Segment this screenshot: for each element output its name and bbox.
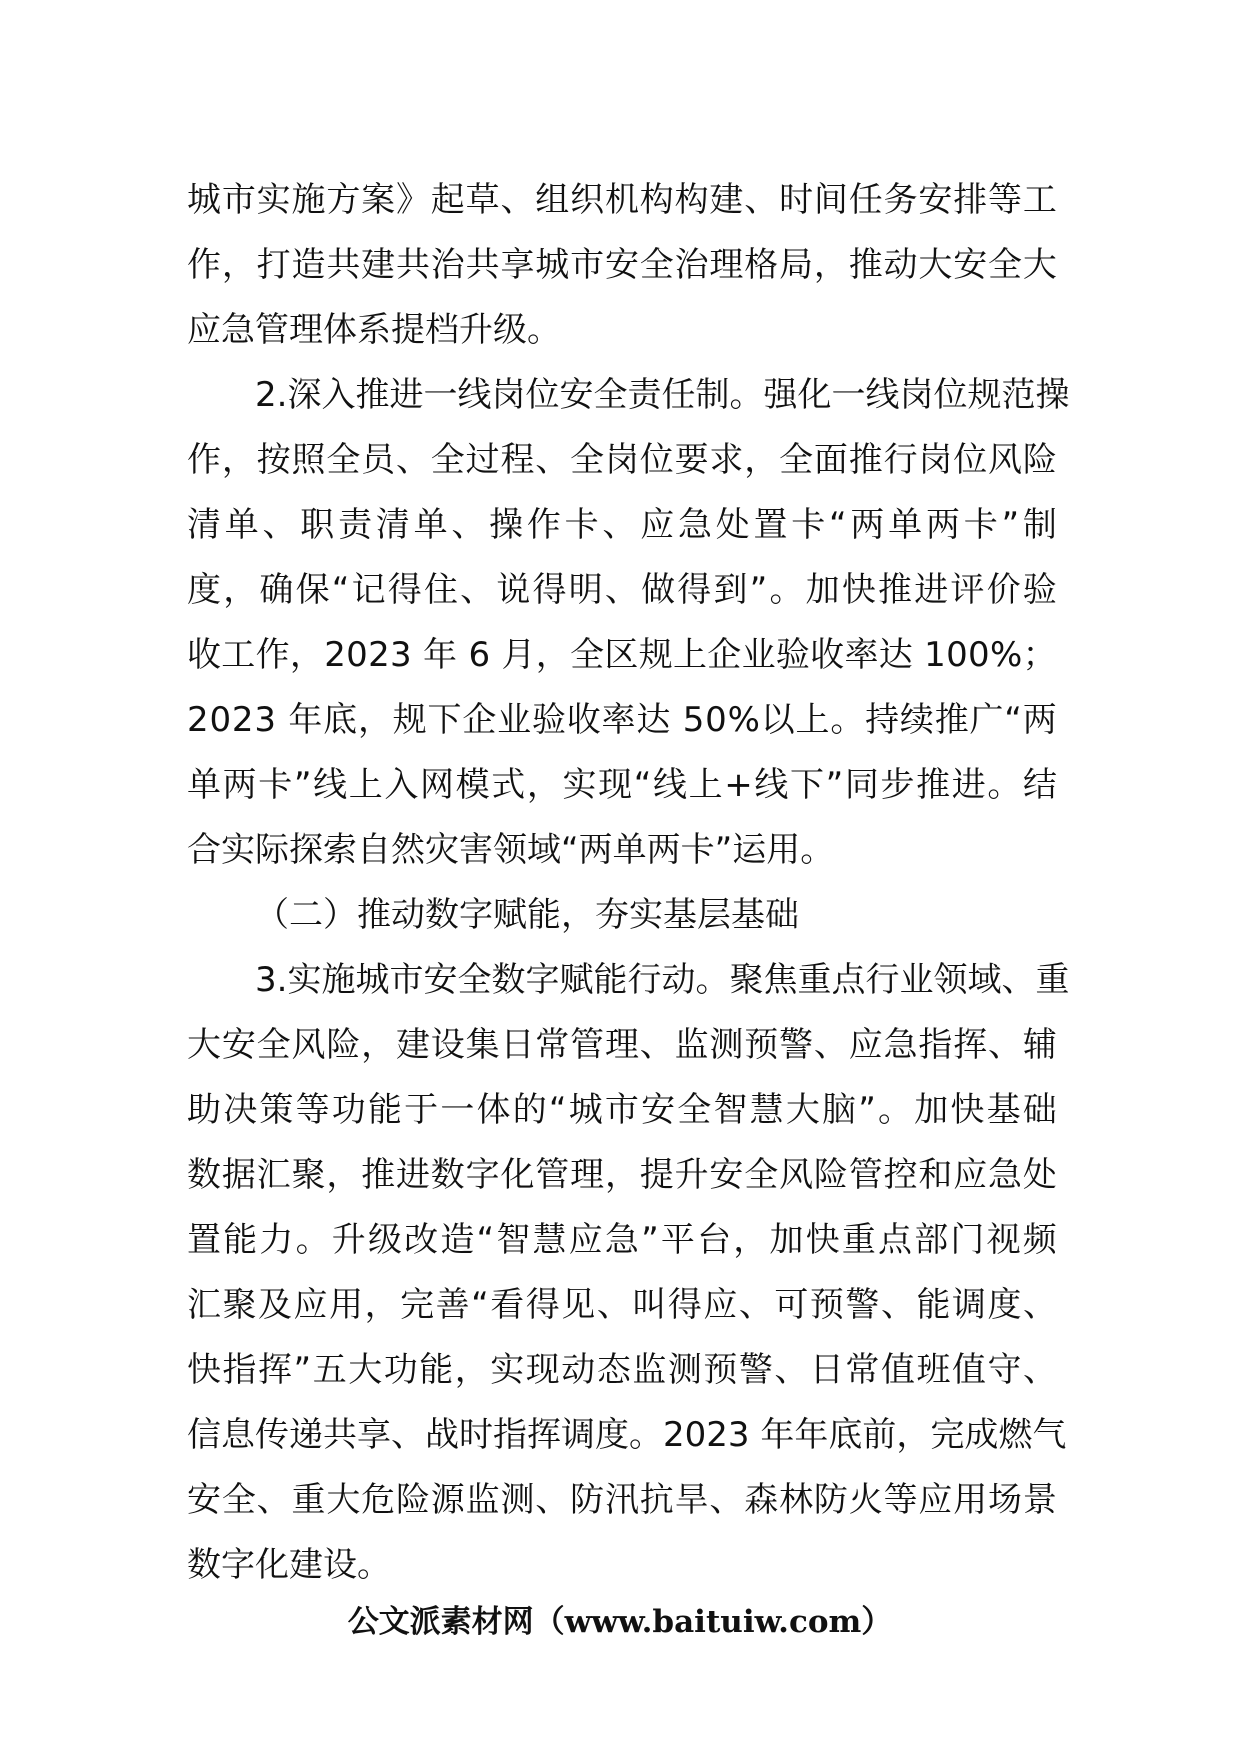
text-line: 信 息 传 递 共 享 、 战 时 指 挥 调 度 。 2 0 2 3 年 年 底 前 ， 完 成 燃 气 <box>187 1415 1067 1455</box>
paragraph-start-line: 3.实施城市安全数字赋能行动。聚焦重点行业领域、重 <box>255 960 1070 1000</box>
text-line: 数字化建设。 <box>187 1545 391 1585</box>
text-line: 单 两 卡 ” 线 上 入 网 模 式 ， 实 现 “ 线 上 + 线 下 ” 同 步 推 进 。 结 <box>187 765 1057 805</box>
text-line: 收 工 作 ， 2 0 2 3 年 6 月 ， 全 区 规 上 企 业 验 收 率 达 1 0 0 % ； <box>187 635 1057 675</box>
text-line: 2 0 2 3 年 底 ， 规 下 企 业 验 收 率 达 5 0 % 以 上 。 持 续 推 广 “ 两 <box>187 700 1057 740</box>
text-line: 城 市 实 施 方 案 》 起 草 、 组 织 机 构 构 建 、 时 间 任 务 安 排 等 工 <box>187 180 1057 220</box>
text-line: 置 能 力 。 升 级 改 造 “ 智 慧 应 急 ” 平 台 ， 加 快 重 点 部 门 视 频 <box>187 1220 1057 1260</box>
text-line: 助 决 策 等 功 能 于 一 体 的 “ 城 市 安 全 智 慧 大 脑 ” 。 加 快 基 础 <box>187 1090 1057 1130</box>
text-line: 大 安 全 风 险 ， 建 设 集 日 常 管 理 、 监 测 预 警 、 应 急 指 挥 、 辅 <box>187 1025 1057 1065</box>
text-line: 快 指 挥 ” 五 大 功 能 ， 实 现 动 态 监 测 预 警 、 日 常 值 班 值 守 、 <box>187 1350 1057 1390</box>
text-line: 清 单 、 职 责 清 单 、 操 作 卡 、 应 急 处 置 卡 “ 两 单 两 卡 ” 制 <box>187 505 1057 545</box>
footer-watermark: 公文派素材网（www.baituiw.com） <box>347 1604 893 1640</box>
text-line: 作 ， 打 造 共 建 共 治 共 享 城 市 安 全 治 理 格 局 ， 推 动 大 安 全 大 <box>187 245 1057 285</box>
section-heading: （二）推动数字赋能，夯实基层基础 <box>255 895 799 935</box>
paragraph-start-line: 2.深入推进一线岗位安全责任制。强化一线岗位规范操 <box>255 375 1070 415</box>
text-line: 度 ， 确 保 “ 记 得 住 、 说 得 明 、 做 得 到 ” 。 加 快 推 进 评 价 验 <box>187 570 1057 610</box>
document-body <box>187 168 1070 1598</box>
text-line: 汇 聚 及 应 用 ， 完 善 “ 看 得 见 、 叫 得 应 、 可 预 警 、 能 调 度 、 <box>187 1285 1057 1325</box>
text-line: 应急管理体系提档升级。 <box>187 310 561 350</box>
text-line: 数 据 汇 聚 ， 推 进 数 字 化 管 理 ， 提 升 安 全 风 险 管 控 和 应 急 处 <box>187 1155 1057 1195</box>
text-line: 作 ， 按 照 全 员 、 全 过 程 、 全 岗 位 要 求 ， 全 面 推 行 岗 位 风 险 <box>187 440 1057 480</box>
text-line: 安 全 、 重 大 危 险 源 监 测 、 防 汛 抗 旱 、 森 林 防 火 等 应 用 场 景 <box>187 1480 1057 1520</box>
text-line: 合实际探索自然灾害领域“两单两卡”运用。 <box>187 830 835 870</box>
